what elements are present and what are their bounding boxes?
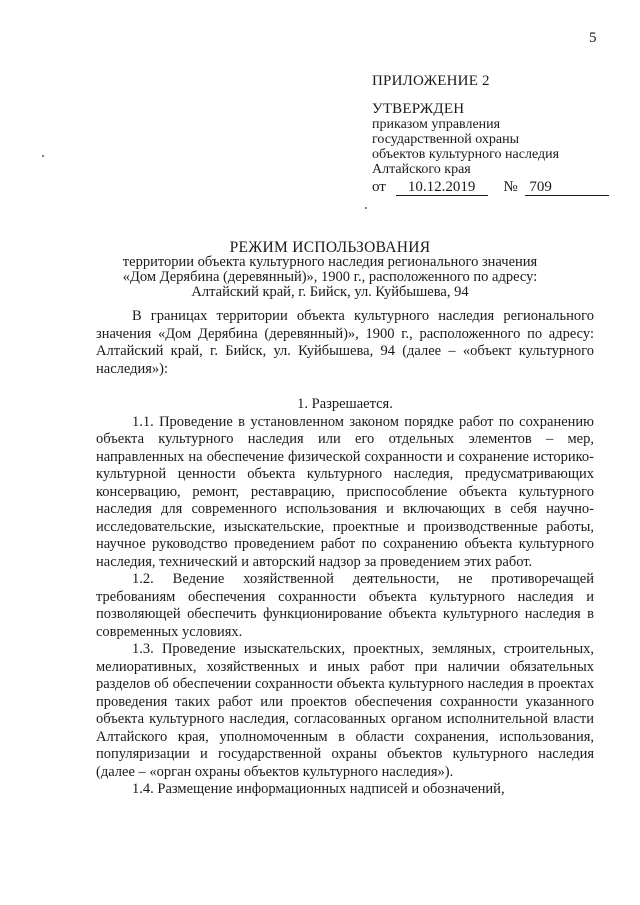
- document-body: [96, 308, 594, 799]
- intro-paragraph: В границах территории объекта культурного наследия регионального значения «Дом Дерябина (деревянный)», 1900 г., расположенного по адресу: Алтайский край, г. Бийск, ул. Куйбышева, 94 (далее – «объект культурного наследия»):: [96, 308, 594, 377]
- document-title-block: [100, 240, 560, 300]
- page-number: 5: [589, 30, 597, 46]
- scan-speck: [42, 155, 44, 157]
- section-heading: 1. Разрешается.: [297, 396, 393, 412]
- approval-block: [372, 74, 609, 196]
- clause-paragraph: 1.4. Размещение информационных надписей и обозначений,: [132, 781, 505, 797]
- clause-paragraph: 1.3. Проведение изыскательских, проектных, земляных, строительных, мелиоративных, хозяйственных и иных работ при наличии обязательных разделов об обеспечении сохранности объекта культурного наследия в проектах проведения таких работ или проектов обеспечения сохранности указанного объекта культурного наследия, согласованных органом исполнительной власти Алтайского края, уполномоченным в области сохранения, использования, популяризации и государственной охраны объектов культурного наследия (далее – «орган охраны объектов культурного наследия»).: [96, 641, 594, 780]
- title-line: «Дом Дерябина (деревянный)», 1900 г., расположенного по адресу:: [122, 269, 538, 285]
- approved-label: УТВЕРЖДЕН: [372, 101, 465, 117]
- document-title: РЕЖИМ ИСПОЛЬЗОВАНИЯ: [229, 239, 431, 256]
- order-date-number-row: [372, 180, 609, 196]
- clause-paragraph: 1.1. Проведение в установленном законом порядке работ по сохранению объекта культурного наследия или его отдельных элементов – мер, направленных на обеспечение физической сохранности и сохранение историко-культурной ценности объекта культурного наследия, предусматривающих консервацию, ремонт, реставрацию, приспособление объекта культурного наследия для современного использования и включающих в себя научно-исследовательские, изыскательские, проектные и производственные работы, научное руководство проведением работ по сохранению объекта культурного наследия, технический и авторский надзор за проведением этих работ.: [96, 413, 594, 570]
- clause-paragraph: 1.2. Ведение хозяйственной деятельности, не противоречащей требованиям обеспечения сохранности объекта культурного наследия и позволяющей обеспечить функционирование объекта культурного наследия в современных условиях.: [96, 571, 594, 640]
- order-date: 10.12.2019: [396, 180, 488, 196]
- appendix-label: ПРИЛОЖЕНИЕ 2: [372, 73, 490, 89]
- order-number: 709: [525, 180, 609, 196]
- title-line: территории объекта культурного наследия регионального значения: [122, 254, 538, 270]
- scan-speck: [365, 207, 367, 209]
- order-line: объектов культурного наследия: [372, 147, 560, 162]
- title-line: Алтайский край, г. Бийск, ул. Куйбышева, 94: [191, 284, 469, 300]
- order-line: приказом управления: [372, 117, 501, 132]
- from-label: от: [372, 179, 386, 195]
- order-line: государственной охраны: [372, 132, 520, 147]
- number-sign: №: [503, 179, 518, 195]
- order-line: Алтайского края: [372, 162, 471, 177]
